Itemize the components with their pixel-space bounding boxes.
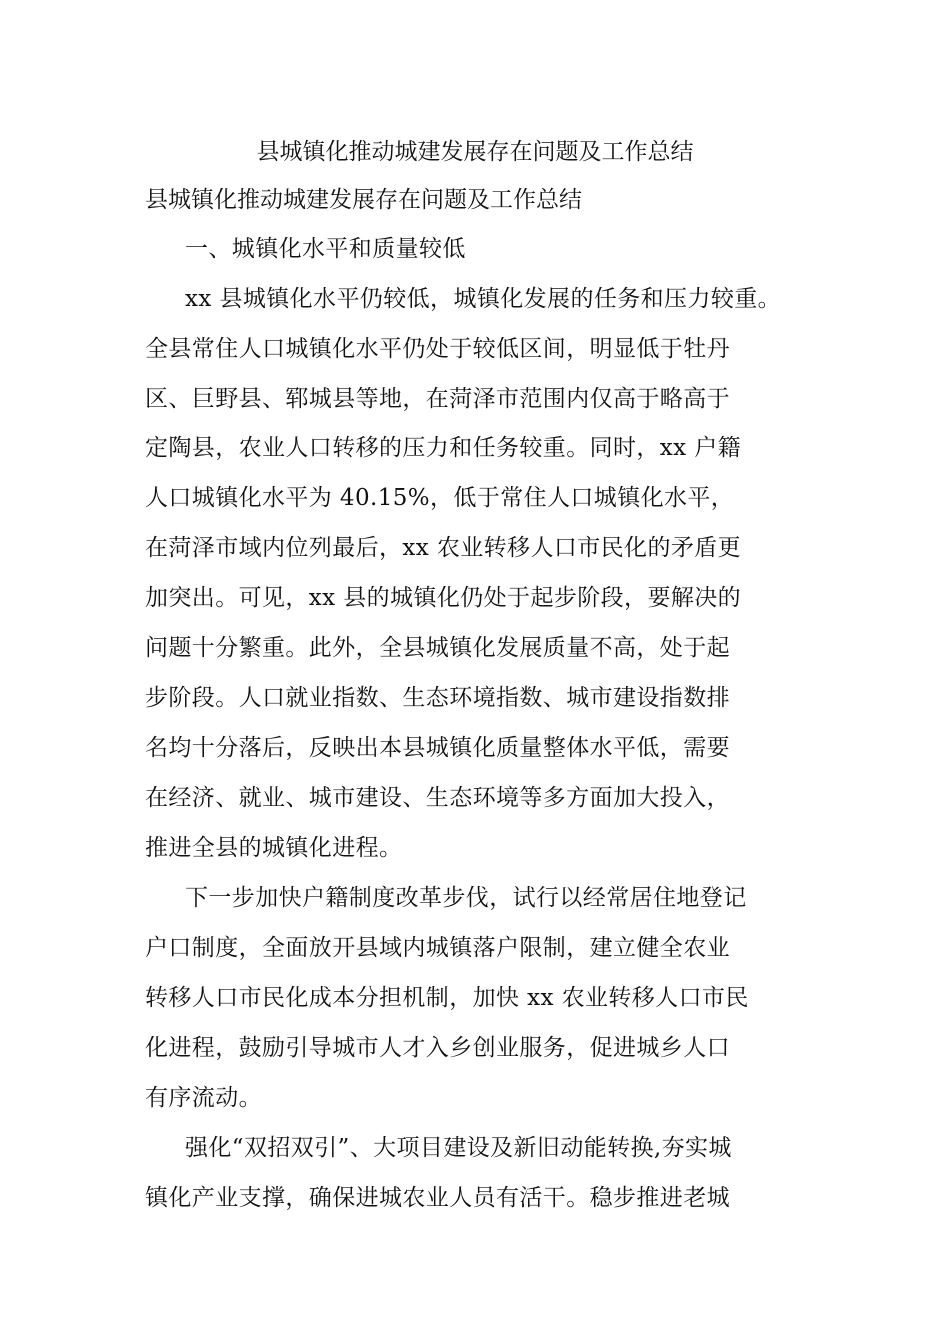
paragraph-line: 镇化产业支撑，确保进城农业人员有活干。稳步推进老城 <box>145 1185 730 1211</box>
paragraph-line: 在菏泽市域内位列最后，xx 农业转移人口市民化的矛盾更 <box>145 535 742 561</box>
paragraph-line: 有序流动。 <box>145 1085 262 1111</box>
paragraph-line: 全县常住人口城镇化水平仍处于较低区间，明显低于牡丹 <box>145 336 730 362</box>
paragraph-line: 推进全县的城镇化进程。 <box>145 835 403 861</box>
paragraph-line: 区、巨野县、郓城县等地，在菏泽市范围内仅高于略高于 <box>145 386 730 412</box>
paragraph-line: xx 县城镇化水平仍较低，城镇化发展的任务和压力较重。 <box>185 286 782 312</box>
document-title: 县城镇化推动城建发展存在问题及工作总结 <box>256 139 694 165</box>
paragraph-line: 转移人口市民化成本分担机制，加快 xx 农业转移人口市民 <box>145 985 749 1011</box>
paragraph-line: 定陶县，农业人口转移的压力和任务较重。同时，xx 户籍 <box>145 435 742 461</box>
paragraph-line: 步阶段。人口就业指数、生态环境指数、城市建设指数排 <box>145 685 730 711</box>
paragraph-line: 户口制度，全面放开县域内城镇落户限制，建立健全农业 <box>145 935 730 961</box>
paragraph-line: 加突出。可见，xx 县的城镇化仍处于起步阶段，要解决的 <box>145 585 742 611</box>
paragraph-line: 下一步加快户籍制度改革步伐，试行以经常居住地登记 <box>185 885 747 911</box>
paragraph-line: 问题十分繁重。此外，全县城镇化发展质量不高，处于起 <box>145 635 730 661</box>
paragraph-line: 强化“双招双引”、大项目建设及新旧动能转换,夯实城 <box>185 1135 732 1161</box>
paragraph-line: 人口城镇化水平为 40.15%，低于常住人口城镇化水平， <box>145 485 735 511</box>
paragraph-line: 在经济、就业、城市建设、生态环境等多方面加大投入， <box>145 785 730 811</box>
paragraph-line: 名均十分落后，反映出本县城镇化质量整体水平低，需要 <box>145 735 730 761</box>
document-subtitle: 县城镇化推动城建发展存在问题及工作总结 <box>145 187 582 213</box>
section-heading: 一、城镇化水平和质量较低 <box>185 236 466 262</box>
paragraph-line: 化进程，鼓励引导城市人才入乡创业服务，促进城乡人口 <box>145 1035 730 1061</box>
